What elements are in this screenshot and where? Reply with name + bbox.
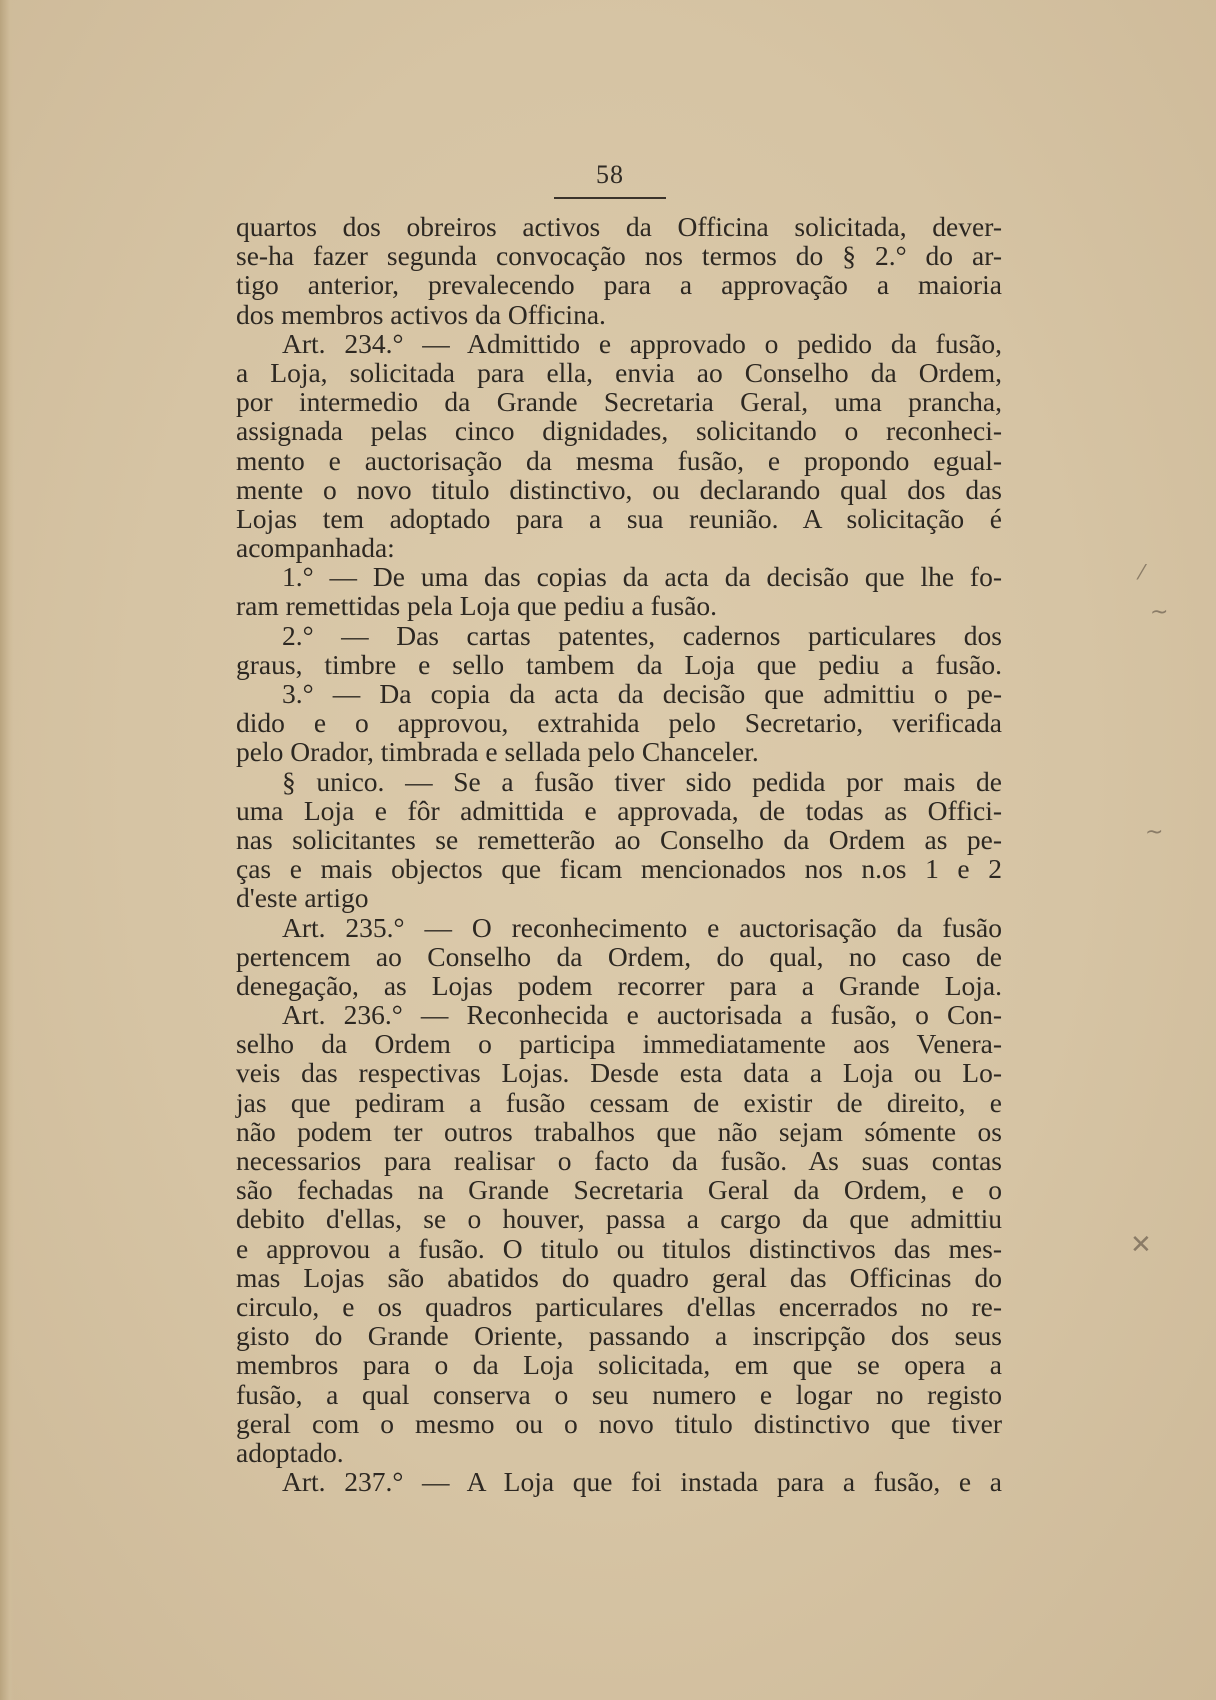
margin-speck: ✕ — [1130, 1230, 1152, 1260]
text-line: por intermedio da Grande Secretaria Geral, uma prancha, — [236, 386, 1002, 418]
text-line: denegação, as Lojas podem recorrer para a Grande Loja. — [236, 969, 1002, 1001]
text-line: 3.° — Da copia da acta da decisão que admittiu o pe- — [282, 678, 1002, 709]
text-line: graus, timbre e sello tambem da Loja que pediu a fusão. — [236, 648, 1002, 680]
text-line: dos membros activos da Officina. — [236, 298, 606, 330]
text-line: Art. 234.° — Admittido e approvado o pedido da fusão, — [282, 327, 1002, 359]
text-line: d'este artigo — [236, 882, 369, 914]
body-text — [236, 212, 1002, 1496]
text-line: pelo Orador, timbrada e sellada pelo Chanceler. — [236, 736, 759, 768]
text-line: uma Loja e fôr admittida e approvada, de todas as Offici- — [236, 794, 1002, 826]
text-line: mento e auctorisação da mesma fusão, e propondo egual- — [236, 444, 1002, 476]
text-line: necessarios para realisar o facto da fusão. As suas contas — [236, 1145, 1002, 1176]
text-line: Art. 237.° — A Loja que foi instada para a fusão, e a — [282, 1466, 1002, 1498]
text-line: Art. 236.° — Reconhecida e auctorisada a fusão, o Con- — [282, 999, 1002, 1031]
text-line: ças e mais objectos que ficam mencionados nos n.os 1 e 2 — [236, 853, 1002, 885]
text-line: circulo, e os quadros particulares d'ellas encerrados no re- — [236, 1290, 1002, 1322]
text-line: a Loja, solicitada para ella, envia ao Conselho da Ordem, — [236, 356, 1002, 388]
text-line: assignada pelas cinco dignidades, solicitando o reconheci- — [236, 415, 1002, 447]
margin-speck: ~ — [1145, 820, 1164, 845]
text-line: tigo anterior, prevalecendo para a approvação a maioria — [236, 269, 1002, 301]
text-line: membros para o da Loja solicitada, em que se opera a — [236, 1349, 1002, 1381]
text-line: gisto do Grande Oriente, passando a inscripção dos seus — [236, 1320, 1002, 1352]
text-line: 1.° — De uma das copias da acta da decisão que lhe fo- — [282, 561, 1002, 593]
text-line: mas Lojas são abatidos do quadro geral das Officinas do — [236, 1261, 1002, 1293]
page-number-rule — [554, 197, 666, 199]
text-line: ram remettidas pela Loja que pediu a fusão. — [236, 590, 718, 622]
text-line: debito d'ellas, se o houver, passa a cargo da que admittiu — [236, 1203, 1002, 1235]
text-line: selho da Ordem o participa immediatamente aos Venera- — [236, 1028, 1002, 1060]
text-line: acompanhada: — [236, 532, 395, 564]
text-line: mente o novo titulo distinctivo, ou declarando qual dos das — [236, 473, 1002, 505]
text-line: Lojas tem adoptado para a sua reunião. A solicitação é — [236, 502, 1002, 534]
text-line: nas solicitantes se remetterão ao Conselho da Ordem as pe- — [236, 823, 1002, 855]
text-line: quartos dos obreiros activos da Officina solicitada, dever- — [236, 211, 1002, 242]
text-line: Art. 235.° — O reconhecimento e auctorisação da fusão — [282, 911, 1002, 943]
page-number: 58 — [596, 160, 624, 189]
text-line: geral com o mesmo ou o novo titulo distinctivo que tiver — [236, 1407, 1002, 1439]
text-line: § unico. — Se a fusão tiver sido pedida por mais de — [282, 765, 1002, 797]
text-line: se-ha fazer segunda convocação nos termos do § 2.° do ar- — [236, 240, 1002, 272]
text-line: não podem ter outros trabalhos que não sejam sómente os — [236, 1115, 1002, 1147]
page-edge-shadow — [0, 0, 14, 1700]
text-line: veis das respectivas Lojas. Desde esta data a Loja ou Lo- — [236, 1057, 1002, 1089]
text-line: fusão, a qual conserva o seu numero e logar no registo — [236, 1378, 1002, 1410]
text-line: são fechadas na Grande Secretaria Geral da Ordem, e o — [236, 1174, 1002, 1206]
text-line: e approvou a fusão. O titulo ou titulos distinctivos das mes- — [236, 1232, 1002, 1264]
margin-speck: ⁄ — [1140, 560, 1144, 584]
text-line: 2.° — Das cartas patentes, cadernos particulares dos — [282, 619, 1002, 651]
text-line: pertencem ao Conselho da Ordem, do qual, no caso de — [236, 940, 1002, 972]
margin-speck: ~ — [1150, 600, 1169, 625]
text-line: adoptado. — [236, 1436, 344, 1468]
text-line: jas que pediram a fusão cessam de existir de direito, e — [236, 1086, 1002, 1118]
text-line: dido e o approvou, extrahida pelo Secretario, verificada — [236, 707, 1002, 739]
